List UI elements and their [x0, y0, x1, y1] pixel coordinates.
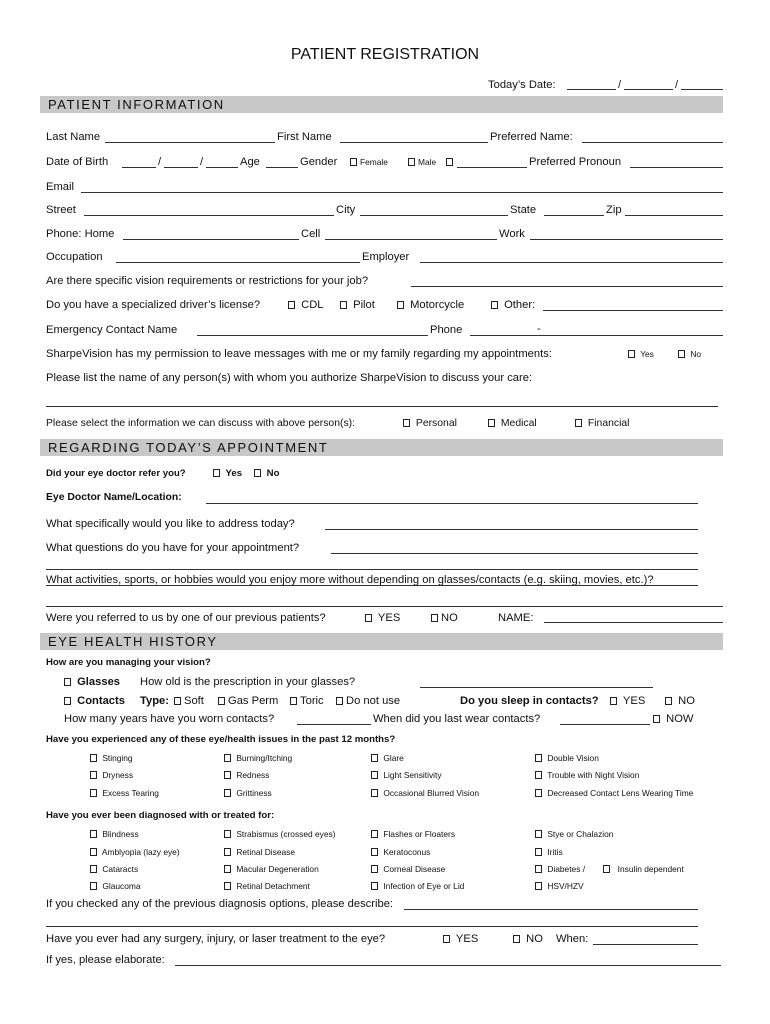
date-month-field[interactable] [567, 89, 616, 90]
elaborate-field[interactable] [175, 965, 721, 966]
page-title: PATIENT REGISTRATION [290, 46, 480, 63]
checkbox-icon [408, 158, 415, 166]
surgery-when-label: When: [556, 933, 589, 945]
checkbox-icon [443, 935, 450, 943]
issue-checkbox[interactable]: Excess Tearing [90, 788, 159, 799]
issues-question: Have you experienced any of these eye/health issues in the past 12 months? [46, 734, 396, 745]
diagnosis-checkbox[interactable]: Retinal Disease [224, 847, 295, 858]
checkbox-icon [224, 771, 231, 779]
do-not-use-checkbox[interactable]: Do not use [336, 694, 400, 708]
checkbox-icon [665, 697, 672, 705]
permission-yes-checkbox[interactable]: Yes [628, 349, 654, 360]
glasses-age-field[interactable] [420, 687, 653, 688]
gender-label: Gender [300, 156, 338, 168]
diagnosis-checkbox[interactable]: Blindness [90, 829, 139, 840]
referred-yes-checkbox[interactable]: Yes [213, 468, 242, 480]
sleep-yes-checkbox[interactable]: YES [610, 694, 645, 708]
contacts-checkbox[interactable]: Contacts [64, 694, 125, 708]
checkbox-icon [90, 754, 97, 762]
checkbox-icon [535, 882, 542, 890]
years-worn-field[interactable] [297, 724, 371, 725]
checkbox-icon [535, 789, 542, 797]
checkbox-icon [90, 830, 97, 838]
checkbox-icon [224, 754, 231, 762]
checkbox-icon [535, 848, 542, 856]
checkbox-icon [603, 865, 610, 873]
diagnosis-checkbox[interactable]: Flashes or Floaters [371, 829, 455, 840]
state-field[interactable] [544, 215, 604, 216]
preferred-name-label: Preferred Name: [490, 131, 573, 143]
checkbox-icon [288, 301, 295, 309]
diagnosis-checkbox[interactable]: Retinal Detachment [224, 881, 310, 892]
emergency-phone-field[interactable] [470, 335, 723, 336]
checkbox-icon [371, 754, 378, 762]
checkbox-icon [610, 697, 617, 705]
address-today-label: What specifically would you like to address today? [46, 518, 295, 530]
dob-day-field[interactable] [164, 167, 198, 168]
managing-vision-question: How are you managing your vision? [46, 657, 211, 668]
cell-field[interactable] [325, 239, 497, 240]
referral-yes-checkbox[interactable]: YES [365, 611, 400, 625]
issue-checkbox[interactable]: Dryness [90, 770, 133, 781]
checkbox-icon [535, 754, 542, 762]
activities-field-2[interactable] [46, 606, 723, 607]
referred-question: Did your eye doctor refer you? [46, 468, 186, 479]
permission-no-checkbox[interactable]: No [678, 349, 701, 360]
diagnosis-checkbox[interactable]: Iritis [535, 847, 563, 858]
issue-checkbox[interactable]: Stinging [90, 753, 133, 764]
date-year-field[interactable] [681, 89, 723, 90]
preferred-pronoun-field[interactable] [630, 167, 723, 168]
state-label: State [510, 204, 537, 216]
permission-label: SharpeVision has my permission to leave messages with me or my family regarding my appointments: [46, 348, 552, 360]
section-header-eye-health: EYE HEALTH HISTORY [40, 633, 723, 650]
issue-checkbox[interactable]: Redness [224, 770, 269, 781]
activities-field[interactable] [46, 585, 698, 586]
motorcycle-checkbox[interactable]: Motorcycle [397, 298, 464, 312]
diagnosis-checkbox[interactable]: Glaucoma [90, 881, 141, 892]
financial-checkbox[interactable]: Financial [575, 418, 629, 429]
checkbox-icon [224, 882, 231, 890]
patient-referral-label: Were you referred to us by one of our previous patients? [46, 612, 326, 624]
diagnosis-checkbox[interactable]: Macular Degeneration [224, 864, 319, 875]
age-label: Age [240, 156, 260, 168]
other-gender-field[interactable] [457, 167, 527, 168]
checkbox-icon [371, 848, 378, 856]
diagnosis-checkbox[interactable]: Amblyopia (lazy eye) [90, 847, 180, 858]
pilot-checkbox[interactable]: Pilot [340, 298, 375, 312]
checkbox-icon [90, 848, 97, 856]
phone-home-label: Phone: Home [46, 228, 115, 240]
checkbox-icon [213, 469, 220, 477]
checkbox-icon [290, 697, 297, 705]
issue-checkbox[interactable]: Double Vision [535, 753, 599, 764]
checkbox-icon [365, 614, 372, 622]
email-label: Email [46, 181, 74, 193]
checkbox-icon [336, 697, 343, 705]
questions-label: What questions do you have for your appointment? [46, 542, 300, 554]
checkbox-icon [371, 882, 378, 890]
checkbox-icon [491, 301, 498, 309]
issue-checkbox[interactable]: Grittiness [224, 788, 272, 799]
checkbox-icon [350, 158, 357, 166]
section-header-appointment: REGARDING TODAY’S APPOINTMENT [40, 439, 723, 456]
gas-perm-checkbox[interactable]: Gas Perm [218, 694, 278, 708]
checkbox-icon [371, 830, 378, 838]
age-field[interactable] [266, 167, 298, 168]
issue-checkbox[interactable]: Decreased Contact Lens Wearing Time [535, 788, 693, 799]
now-checkbox[interactable]: NOW [653, 712, 693, 726]
emergency-phone-label: Phone [430, 324, 463, 336]
dob-label: Date of Birth [46, 156, 109, 168]
license-label: Do you have a specialized driver’s license? [46, 299, 261, 311]
work-field[interactable] [530, 239, 723, 240]
dob-year-field[interactable] [206, 167, 238, 168]
insulin-checkbox[interactable]: Insulin dependent [603, 864, 684, 875]
employer-field[interactable] [420, 262, 723, 263]
soft-checkbox[interactable]: Soft [174, 694, 204, 708]
checkbox-icon [90, 771, 97, 779]
street-field[interactable] [84, 215, 334, 216]
authorize-label: Please list the name of any person(s) with whom you authorize SharpeVision to discuss your care: [46, 372, 533, 384]
employer-label: Employer [362, 251, 410, 263]
zip-label: Zip [606, 204, 622, 216]
personal-checkbox[interactable]: Personal [403, 418, 457, 429]
referred-no-checkbox[interactable]: No [254, 468, 279, 480]
address-today-field[interactable] [325, 529, 698, 530]
checkbox-icon [678, 350, 685, 358]
checkbox-icon [371, 789, 378, 797]
zip-field[interactable] [625, 215, 723, 216]
contact-type-label: Type: [140, 695, 170, 707]
checkbox-icon [513, 935, 520, 943]
issue-checkbox[interactable]: Trouble with Night Vision [535, 770, 639, 781]
checkbox-icon [64, 697, 71, 705]
checkbox-icon [397, 301, 404, 309]
questions-field-2[interactable] [46, 569, 698, 570]
street-label: Street [46, 204, 76, 216]
emergency-contact-label: Emergency Contact Name [46, 324, 178, 336]
discuss-label: Please select the information we can discuss with above person(s): [46, 418, 355, 429]
issue-checkbox[interactable]: Occasional Blurred Vision [371, 788, 479, 799]
todays-date-label: Today’s Date: [488, 79, 556, 91]
glasses-checkbox[interactable]: Glasses [64, 675, 120, 689]
elaborate-label: If yes, please elaborate: [46, 954, 165, 966]
last-wear-label: When did you last wear contacts? [373, 713, 541, 725]
section-header-patient: PATIENT INFORMATION [40, 96, 723, 113]
checkbox-icon [535, 865, 542, 873]
last-name-field[interactable] [105, 142, 275, 143]
checkbox-icon [90, 789, 97, 797]
preferred-name-field[interactable] [582, 142, 723, 143]
first-name-label: First Name [277, 131, 332, 143]
diagnosis-checkbox[interactable]: Keratoconus [371, 847, 430, 858]
phone-home-field[interactable] [123, 239, 299, 240]
questions-field[interactable] [331, 553, 698, 554]
surgery-no-checkbox[interactable]: NO [513, 932, 543, 946]
emergency-contact-field[interactable] [197, 335, 428, 336]
checkbox-icon [535, 771, 542, 779]
other-gender-checkbox[interactable] [446, 157, 456, 168]
cell-label: Cell [301, 228, 321, 240]
date-day-field[interactable] [624, 89, 673, 90]
checkbox-icon [628, 350, 635, 358]
checkbox-icon [431, 614, 438, 622]
work-label: Work [499, 228, 525, 240]
checkbox-icon [224, 830, 231, 838]
glasses-question: How old is the prescription in your glasses? [140, 676, 356, 688]
diagnosis-checkbox[interactable]: Diabetes / [535, 864, 585, 875]
activities-label: What activities, sports, or hobbies would you enjoy more without depending on glasses/contacts (e.g. skiing, movies, etc.)? [46, 574, 654, 586]
diagnosis-checkbox[interactable]: Infection of Eye or Lid [371, 881, 464, 892]
checkbox-icon [254, 469, 261, 477]
checkbox-icon [575, 419, 582, 427]
surgery-yes-checkbox[interactable]: YES [443, 932, 478, 946]
diagnosis-checkbox[interactable]: Stye or Chalazion [535, 829, 613, 840]
referral-name-label: NAME: [498, 612, 534, 624]
preferred-pronoun-label: Preferred Pronoun [529, 156, 622, 168]
diagnosis-checkbox[interactable]: HSV/HZV [535, 881, 584, 892]
medical-checkbox[interactable]: Medical [488, 418, 537, 429]
occupation-label: Occupation [46, 251, 103, 263]
checkbox-icon [446, 158, 453, 166]
issue-checkbox[interactable]: Burning/Itching [224, 753, 292, 764]
female-checkbox[interactable]: Female [350, 157, 388, 168]
city-label: City [336, 204, 356, 216]
diagnosis-checkbox[interactable]: Corneal Disease [371, 864, 445, 875]
checkbox-icon [371, 865, 378, 873]
occupation-field[interactable] [116, 262, 360, 263]
last-wear-field[interactable] [560, 724, 650, 725]
describe-field[interactable] [404, 909, 698, 910]
checkbox-icon [224, 789, 231, 797]
cdl-checkbox[interactable]: CDL [288, 298, 324, 312]
checkbox-icon [535, 830, 542, 838]
last-name-label: Last Name [46, 131, 101, 143]
other-license-checkbox[interactable]: Other: [491, 298, 535, 312]
checkbox-icon [174, 697, 181, 705]
referral-no-checkbox[interactable]: NO [431, 611, 458, 625]
eye-doctor-label: Eye Doctor Name/Location: [46, 492, 182, 503]
checkbox-icon [403, 419, 410, 427]
checkbox-icon [224, 848, 231, 856]
diagnosis-question: Have you ever been diagnosed with or treated for: [46, 810, 275, 821]
vision-requirements-label: Are there specific vision requirements or restrictions for your job? [46, 275, 369, 287]
city-field[interactable] [360, 215, 508, 216]
years-worn-label: How many years have you worn contacts? [64, 713, 275, 725]
describe-field-2[interactable] [46, 926, 698, 927]
toric-checkbox[interactable]: Toric [290, 694, 324, 708]
checkbox-icon [64, 678, 71, 686]
describe-label: If you checked any of the previous diagnosis options, please describe: [46, 898, 394, 910]
surgery-label: Have you ever had any surgery, injury, or laser treatment to the eye? [46, 933, 386, 945]
checkbox-icon [488, 419, 495, 427]
checkbox-icon [90, 865, 97, 873]
checkbox-icon [90, 882, 97, 890]
checkbox-icon [224, 865, 231, 873]
email-field[interactable] [81, 192, 723, 193]
sleep-no-checkbox[interactable]: NO [665, 694, 695, 708]
issue-checkbox[interactable]: Glare [371, 753, 404, 764]
checkbox-icon [340, 301, 347, 309]
dob-month-field[interactable] [122, 167, 156, 168]
checkbox-icon [653, 715, 660, 723]
eye-doctor-field[interactable] [206, 503, 698, 504]
referral-name-field[interactable] [544, 622, 723, 623]
other-license-field[interactable] [543, 310, 723, 311]
diagnosis-checkbox[interactable]: Cataracts [90, 864, 138, 875]
checkbox-icon [218, 697, 225, 705]
male-checkbox[interactable]: Male [408, 157, 436, 168]
diagnosis-checkbox[interactable]: Strabismus (crossed eyes) [224, 829, 335, 840]
issue-checkbox[interactable]: Light Sensitivity [371, 770, 442, 781]
authorize-field[interactable] [46, 406, 718, 407]
checkbox-icon [371, 771, 378, 779]
vision-requirements-field[interactable] [411, 286, 723, 287]
sleep-contacts-question: Do you sleep in contacts? [460, 695, 599, 707]
surgery-when-field[interactable] [593, 944, 698, 945]
first-name-field[interactable] [340, 142, 488, 143]
